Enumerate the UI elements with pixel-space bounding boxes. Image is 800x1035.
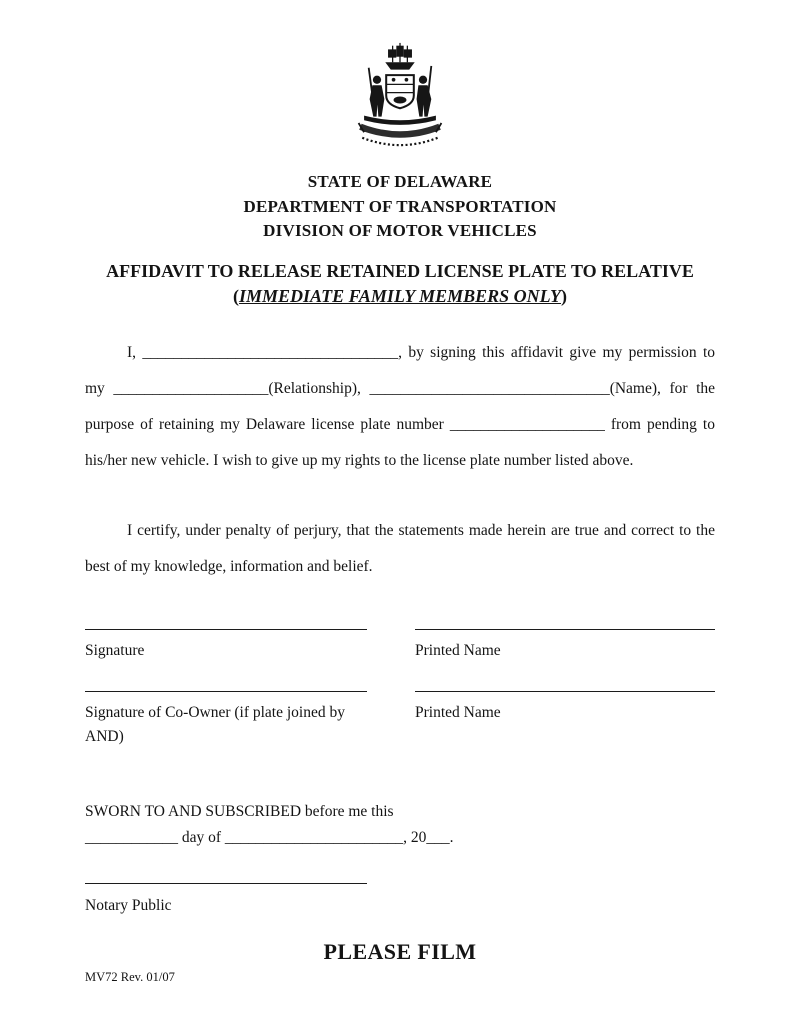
certification-paragraph: I certify, under penalty of perjury, that the statements made herein are true and correct to the best of my knowledge, information and belief. <box>85 521 715 575</box>
notary-date-blank-line: ____________ day of _______________________, 20___. <box>85 828 454 846</box>
subtitle-close-paren: ) <box>560 285 567 306</box>
subtitle-text: IMMEDIATE FAMILY MEMBERS ONLY <box>239 285 561 306</box>
owner-printed-name-label: Printed Name <box>415 641 501 659</box>
delaware-state-seal-icon <box>340 42 460 158</box>
please-film-instruction: PLEASE FILM <box>323 938 477 964</box>
owner-signature-label: Signature <box>85 641 145 659</box>
form-number: MV72 Rev. 01/07 <box>85 970 175 984</box>
co-owner-signature-label: Signature of Co-Owner (if plate joined by AND) <box>85 703 345 745</box>
owner-printed-name-block <box>415 629 715 663</box>
notary-public-label: Notary Public <box>85 896 172 914</box>
agency-line-department: DEPARTMENT OF TRANSPORTATION <box>243 196 557 216</box>
document-subtitle <box>85 284 715 309</box>
co-owner-printed-name-line <box>415 691 715 692</box>
document-title: AFFIDAVIT TO RELEASE RETAINED LICENSE PLATE TO RELATIVE <box>106 260 694 281</box>
sworn-subscribed-text: SWORN TO AND SUBSCRIBED before me this <box>85 802 394 820</box>
co-owner-signature-block <box>85 691 367 749</box>
owner-signature-block <box>85 629 367 663</box>
signature-row-co-owner <box>85 691 715 749</box>
agency-line-state: STATE OF DELAWARE <box>307 172 493 191</box>
notary-signature-line <box>85 883 367 884</box>
co-owner-signature-line <box>85 691 367 692</box>
delaware-state-seal-graphic <box>340 42 460 158</box>
owner-signature-line <box>85 629 367 630</box>
subtitle-open-paren: ( <box>233 285 240 306</box>
affidavit-statement-paragraph: I, _________________________________, by signing this affidavit give my permission to my ____________________(Relationship), _______________________________(Name), for the purpose of retaining my Delaware license plate number ____________________ from pending to his/her new vehicle. I wish to give up my rights to the license plate number listed above. <box>85 343 715 469</box>
signature-row-owner <box>85 629 715 663</box>
agency-line-division: DIVISION OF MOTOR VEHICLES <box>263 221 537 240</box>
agency-header <box>85 170 715 244</box>
co-owner-printed-name-label: Printed Name <box>415 703 501 721</box>
co-owner-printed-name-block <box>415 691 715 749</box>
notary-section <box>85 799 715 919</box>
owner-printed-name-line <box>415 629 715 630</box>
